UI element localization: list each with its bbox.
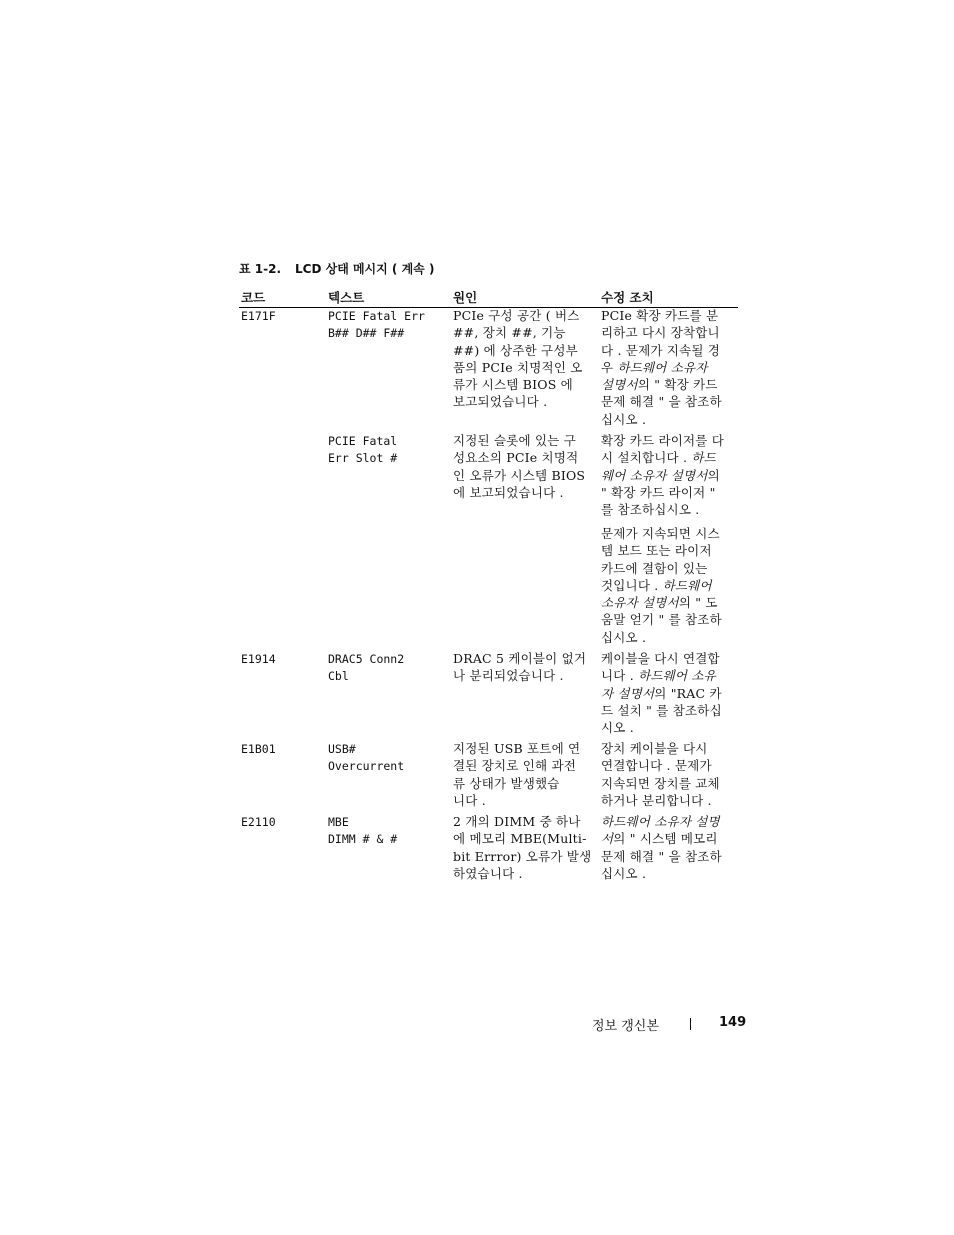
cause-line: 류가 시스템 BIOS 에	[453, 377, 573, 393]
cause-line: bit Errror) 오류가 발생	[453, 848, 592, 864]
table-caption	[239, 260, 434, 277]
cause-line: 하였습니다 .	[453, 865, 523, 881]
header-text: 텍스트	[328, 290, 365, 305]
fix-line: 다 . 문제가 지속될 경	[601, 342, 721, 358]
fix-cell-continued	[601, 525, 738, 646]
fix-line: 서의 " 시스템 메모리	[601, 831, 718, 847]
lcd-text-cell	[328, 814, 397, 849]
fix-cell	[601, 650, 738, 736]
cause-line: 지정된 슬롯에 있는 구	[453, 433, 576, 448]
lcd-text-cell	[328, 433, 397, 468]
fix-cell	[601, 432, 738, 518]
cause-cell	[453, 740, 599, 809]
cause-line: 지정된 USB 포트에 연	[453, 741, 581, 756]
fix-line: 십시오 .	[601, 411, 647, 427]
fix-line: 문제가 지속되면 시스	[601, 526, 720, 541]
lcd-text-line: Overcurrent	[328, 759, 405, 774]
fix-line: 를 참조하십시오 .	[601, 502, 700, 518]
fix-line: 자 설명서의 "RAC 카	[601, 685, 722, 701]
fix-line: 드 설치 " 를 참조하십	[601, 702, 722, 718]
code-cell: E171F	[241, 309, 276, 323]
cause-line: 에 보고되었습니다 .	[453, 484, 564, 500]
header-cause: 원인	[453, 290, 478, 305]
cause-line: PCIe 구성 공간 ( 버스	[453, 308, 580, 323]
italic-reference: 소유자 설명서	[601, 595, 679, 611]
cause-line: 보고되었습니다 .	[453, 394, 548, 410]
italic-reference: 하드웨어 소유	[638, 668, 716, 684]
italic-reference: 설명서	[601, 377, 638, 393]
fix-line: 십시오 .	[601, 629, 647, 645]
fix-line: 소유자 설명서의 " 도	[601, 595, 718, 611]
lcd-text-line: Cbl	[328, 669, 349, 684]
cause-line: 에 메모리 MBE(Multi-	[453, 831, 587, 847]
fix-line: " 확장 카드 라이저 "	[601, 484, 716, 500]
fix-line: 십시오 .	[601, 865, 647, 881]
fix-line: 시오 .	[601, 720, 634, 736]
fix-line: 것입니다 . 하드웨어	[601, 577, 712, 593]
cause-line: 성요소의 PCIe 치명적	[453, 450, 579, 466]
lcd-text-cell	[328, 308, 425, 343]
fix-line: 카드에 결함이 있는	[601, 560, 708, 576]
cause-line: 류 상태가 발생했습	[453, 775, 560, 791]
cause-line: 결된 장치로 인해 과전	[453, 758, 576, 774]
lcd-status-table	[239, 287, 738, 881]
lcd-text-line: USB#	[328, 742, 356, 756]
fix-line: 움말 얻기 " 를 참조하	[601, 612, 722, 628]
italic-reference: 하드웨어	[662, 577, 712, 593]
cause-cell	[453, 813, 599, 882]
fix-line: 우 하드웨어 소유자	[601, 359, 708, 375]
italic-reference: 하드	[691, 450, 716, 466]
italic-reference: 하드웨어 소유자	[617, 359, 708, 375]
italic-reference: 자 설명서	[601, 685, 655, 701]
lcd-text-line: B## D## F##	[328, 326, 405, 341]
italic-reference: 웨어 소유자 설명서	[601, 467, 708, 483]
fix-line: 하거나 분리합니다 .	[601, 792, 712, 808]
lcd-text-cell	[328, 651, 404, 686]
lcd-text-line: PCIE Fatal Err	[328, 309, 425, 323]
fix-line: 리하고 다시 장착합니	[601, 325, 720, 341]
lcd-text-cell	[328, 741, 404, 776]
fix-line: 문제 해결 " 을 참조하	[601, 394, 722, 410]
fix-cell	[601, 813, 738, 882]
fix-line: 시 설치합니다 . 하드	[601, 450, 716, 466]
cause-line: 니다 .	[453, 792, 486, 808]
table-header	[239, 287, 738, 308]
cause-line: 품의 PCIe 치명적인 오	[453, 359, 583, 375]
fix-line	[601, 813, 738, 830]
page-number: 149	[719, 1015, 747, 1030]
fix-line: 문제 해결 " 을 참조하	[601, 848, 722, 864]
fix-line: 니다 . 하드웨어 소유	[601, 668, 716, 684]
code-cell: E1B01	[241, 742, 276, 756]
lcd-text-line: DRAC5 Conn2	[328, 652, 405, 666]
fix-line: PCIe 확장 카드를 분	[601, 308, 719, 323]
header-fix: 수정 조치	[601, 290, 654, 305]
cause-cell	[453, 432, 599, 501]
fix-line: 설명서의 " 확장 카드	[601, 377, 718, 393]
cause-cell	[453, 307, 599, 411]
code-cell: E1914	[241, 652, 276, 666]
cause-line: ##, 장치 ##, 기능	[453, 325, 566, 341]
caption-title: LCD 상태 메시지 ( 계속 )	[295, 262, 435, 276]
footer-divider	[690, 1018, 691, 1030]
fix-line: 웨어 소유자 설명서의	[601, 467, 720, 483]
lcd-text-line: Err Slot #	[328, 451, 398, 466]
cause-line: 2 개의 DIMM 중 하나	[453, 814, 581, 829]
italic-reference: 하드웨어 소유자 설명	[601, 814, 720, 829]
code-cell: E2110	[241, 815, 276, 829]
fix-line: 케이블을 다시 연결합	[601, 651, 720, 666]
footer-title: 정보 갱신본	[592, 1019, 659, 1034]
fix-line: 템 보드 또는 라이저	[601, 543, 712, 559]
italic-reference: 서	[601, 831, 614, 847]
cause-line: ##) 에 상주한 구성부	[453, 342, 578, 358]
fix-line: 연결합니다 . 문제가	[601, 758, 712, 774]
page-footer	[592, 1015, 747, 1035]
fix-line: 지속되면 장치를 교체	[601, 775, 720, 791]
cause-line: DRAC 5 케이블이 없거	[453, 651, 587, 666]
fix-cell	[601, 740, 738, 809]
caption-label: 표 1-2.	[239, 262, 282, 276]
cause-line: 인 오류가 시스템 BIOS	[453, 467, 586, 483]
fix-line: 장치 케이블을 다시	[601, 741, 708, 756]
lcd-text-line: PCIE Fatal	[328, 434, 398, 448]
cause-line: 나 분리되었습니다 .	[453, 668, 564, 684]
fix-line: 확장 카드 라이저를 다	[601, 433, 724, 448]
header-code: 코드	[241, 290, 266, 305]
lcd-text-line: DIMM # & #	[328, 832, 398, 847]
fix-cell	[601, 307, 738, 428]
lcd-text-line: MBE	[328, 815, 349, 829]
cause-cell	[453, 650, 599, 685]
